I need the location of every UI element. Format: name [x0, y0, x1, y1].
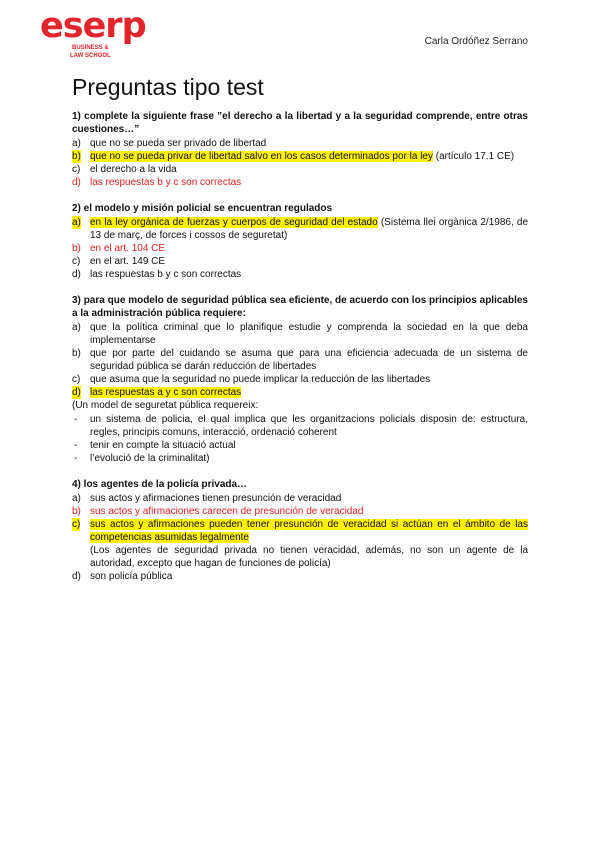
option-b: [72, 242, 528, 255]
note-item-text: un sistema de policia, el qual implica que les organitzacions policials disposin de: estructura, regles, principis comuns, interacció, ordenació coherent: [90, 414, 528, 438]
option-c: [72, 518, 528, 570]
option-marker: d): [72, 177, 81, 188]
option-b: [72, 150, 528, 163]
option-marker: b): [72, 243, 81, 254]
question-3-options: [72, 321, 528, 399]
eserp-logo: [40, 6, 146, 66]
option-text: en el art. 149 CE: [90, 256, 166, 267]
option-c: [72, 163, 528, 176]
question-3-note: (Un model de seguretat pública requereix:: [72, 400, 259, 411]
note-item: [72, 413, 528, 439]
question-2-options: [72, 216, 528, 281]
option-text-highlighted: sus actos y afirmaciones pueden tener presunción de veracidad si actúan en el ámbito de las competencias asumidas legalmente: [90, 519, 528, 543]
option-text: que asuma que la seguridad no puede implicar la reducción de las libertades: [90, 374, 431, 385]
dash-marker: -: [74, 414, 78, 425]
option-text: el derecho a la vida: [90, 164, 177, 175]
option-c: [72, 373, 528, 386]
option-d: [72, 268, 528, 281]
document-body: [72, 110, 528, 583]
option-d: [72, 176, 528, 189]
option-text: son policía pública: [90, 571, 173, 582]
logo-subtitle-line2: LAW SCHOOL: [70, 53, 111, 59]
question-1: 1) complete la siguiente frase ”el derecho a la libertad y a la seguridad comprende, entre otras cuestiones…”: [72, 111, 528, 135]
option-text: que la política criminal que lo planifique estudie y comprenda la sociedad en la que deba implementarse: [90, 322, 528, 346]
logo-subtitle: [70, 44, 111, 60]
option-marker: c): [72, 164, 81, 175]
option-marker: a): [72, 138, 81, 149]
option-marker: b): [72, 506, 81, 517]
option-text: sus actos y afirmaciones tienen presunción de veracidad: [90, 493, 342, 504]
option-a: [72, 137, 528, 150]
dash-marker: -: [74, 453, 78, 464]
option-note: (artículo 17.1 CE): [432, 151, 515, 162]
option-marker: d): [72, 571, 81, 582]
option-text: que no se pueda ser privado de libertad: [90, 138, 267, 149]
option-text-red: en el art. 104 CE: [90, 243, 166, 254]
option-marker: a): [72, 493, 81, 504]
option-text-highlighted: en la ley orgánica de fuerzas y cuerpos de seguridad del estado: [90, 217, 378, 228]
option-marker: d): [72, 387, 81, 398]
option-marker: b): [72, 151, 81, 162]
logo-subtitle-line1: BUSINESS &: [71, 45, 109, 51]
option-d: [72, 386, 528, 399]
option-note: (Los agentes de seguridad privada no tienen veracidad, además, no son un agente de la autoridad, excepto que hagan de funciones de policía): [90, 545, 528, 569]
question-2: 2) el modelo y misión policial se encuentran regulados: [72, 203, 333, 214]
note-item: [72, 452, 528, 465]
option-a: [72, 216, 528, 242]
option-a: [72, 321, 528, 347]
question-4-options: [72, 492, 528, 583]
option-text-highlighted: las respuestas a y c son correctas: [90, 387, 242, 398]
question-3: 3) para que modelo de seguridad pública sea eficiente, de acuerdo con los principios aplicables a la administración pública requiere:: [72, 295, 528, 319]
option-note: (Sistema llei orgànica 2/1986, de 13 de març, de forces i cossos de seguretat): [90, 217, 528, 241]
option-text-red: las respuestas b y c son correctas: [90, 177, 242, 188]
option-b: [72, 347, 528, 373]
option-b: [72, 505, 528, 518]
option-marker: c): [72, 519, 81, 530]
option-text-highlighted: que no se pueda privar de libertad salvo en los casos determinados por la ley: [90, 151, 433, 162]
option-marker: a): [72, 322, 81, 333]
option-text: que por parte del cuidando se asuma que para una eficiencia adecuada de un sistema de seguridad pública se darán reducción de libertades: [90, 348, 528, 372]
logo-wordmark: eserp: [40, 6, 146, 46]
question-1-options: [72, 137, 528, 189]
option-c: [72, 255, 528, 268]
option-a: [72, 492, 528, 505]
option-d: [72, 570, 528, 583]
note-item-text: l’evolució de la criminalitat): [90, 453, 210, 464]
option-text: las respuestas b y c son correctas: [90, 269, 242, 280]
option-text-red: sus actos y afirmaciones carecen de presunción de veracidad: [90, 506, 364, 517]
option-marker: c): [72, 256, 81, 267]
note-item-text: tenir en compte la situació actual: [90, 440, 236, 451]
page-title: Preguntas tipo test: [72, 74, 264, 100]
option-marker: c): [72, 374, 81, 385]
author-name: Carla Ordóñez Serrano: [424, 36, 528, 47]
dash-marker: -: [74, 440, 78, 451]
question-4: 4) los agentes de la policía privada…: [72, 479, 248, 490]
option-marker: b): [72, 348, 81, 359]
note-item: [72, 439, 528, 452]
question-3-note-list: [72, 413, 528, 465]
option-marker: d): [72, 269, 81, 280]
option-marker: a): [72, 217, 81, 228]
